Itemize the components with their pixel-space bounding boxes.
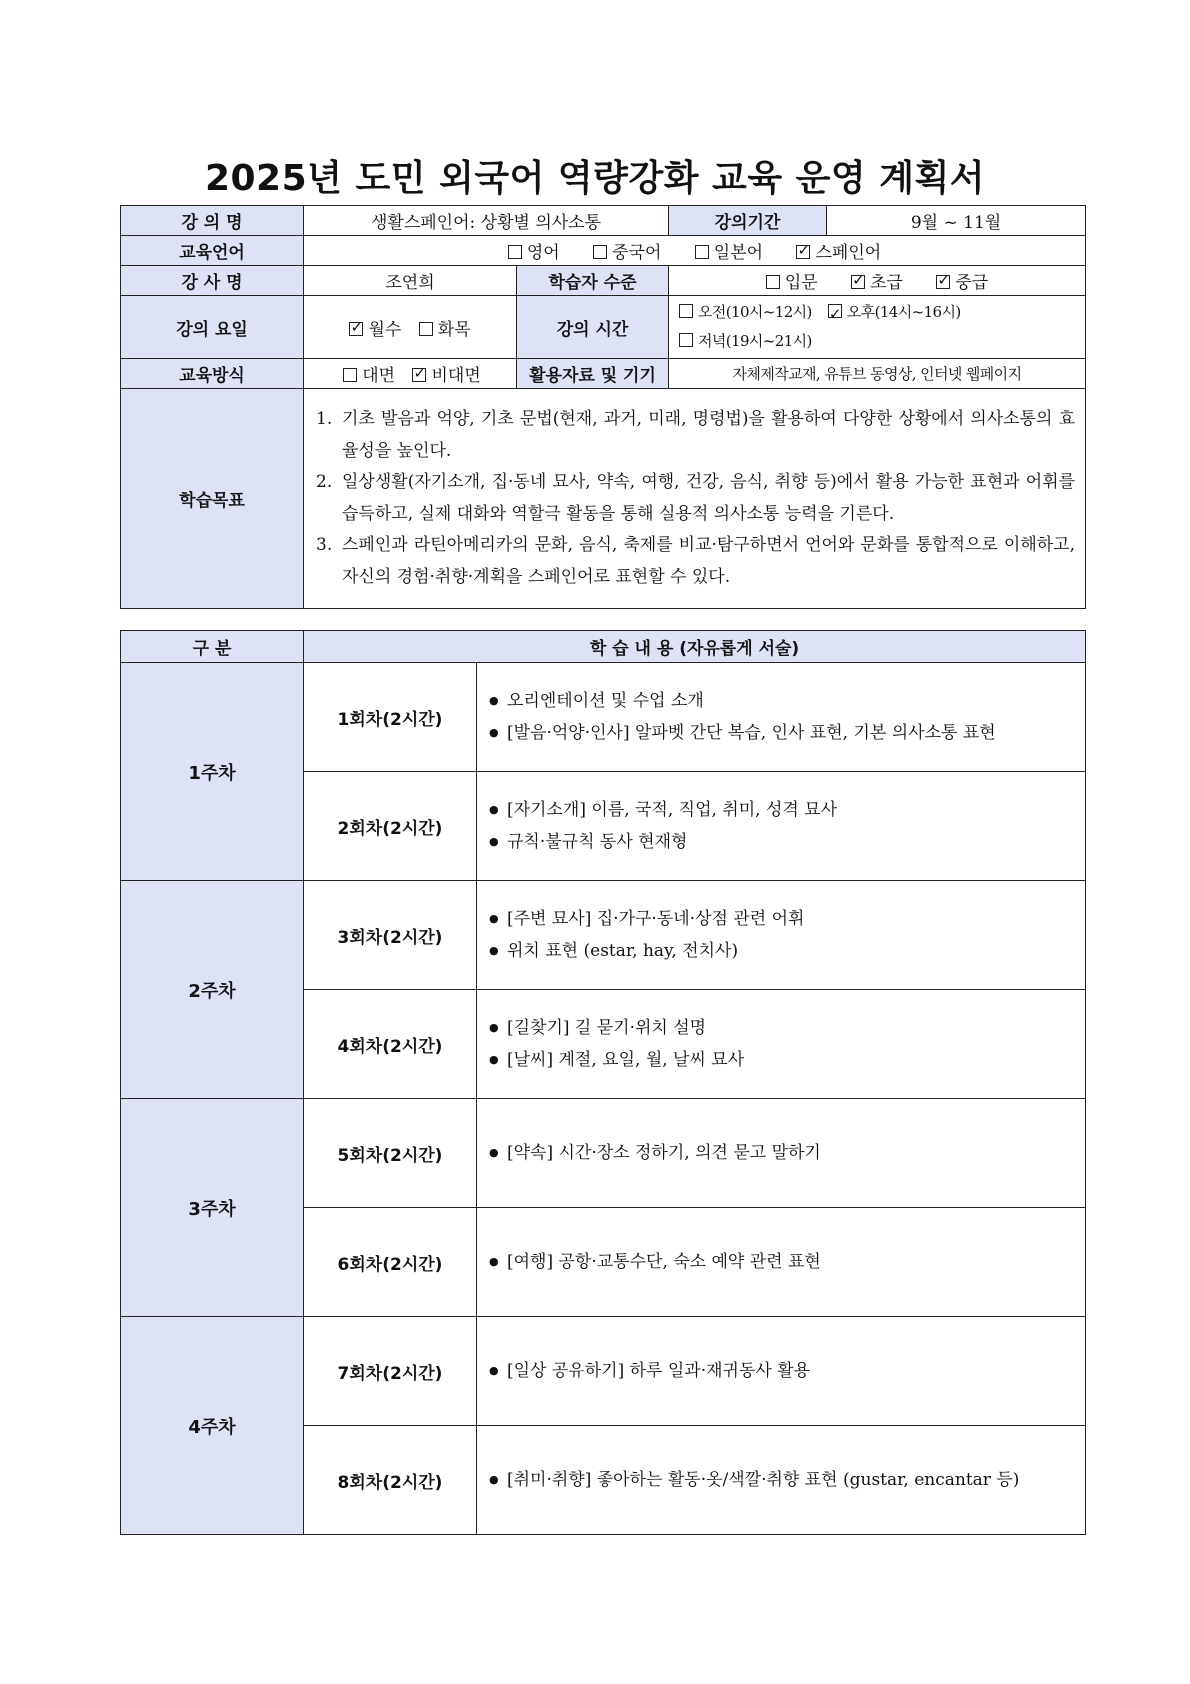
session-row [121, 1099, 1086, 1208]
content-item: ● [일상 공유하기] 하루 일과·재귀동사 활용 [489, 1355, 1075, 1387]
goals-label: 학습목표 [121, 389, 304, 609]
method-option[interactable]: 대면 [343, 361, 395, 386]
schedule-header-row [121, 631, 1086, 663]
checkbox-icon[interactable] [679, 333, 693, 347]
instructor-label: 강 사 명 [121, 266, 304, 296]
session-content [477, 663, 1086, 772]
language-option[interactable]: 중국어 [593, 238, 661, 263]
checkbox-icon[interactable] [343, 368, 357, 382]
page-title: 2025년 도민 외국어 역량강화 교육 운영 계획서 [204, 158, 986, 199]
checkbox-checked-icon[interactable] [349, 322, 363, 336]
level-label: 학습자 수준 [517, 266, 669, 296]
session-label: 8회차(2시간) [304, 1426, 477, 1535]
row-days-time [121, 296, 1086, 359]
content-item: ● [여행] 공항·교통수단, 숙소 예약 관련 표현 [489, 1246, 1075, 1278]
row-goals [121, 389, 1086, 609]
goal-item: 3. 스페인과 라틴아메리카의 문화, 음식, 축제를 비교·탐구하면서 언어와 문화를 통합적으로 이해하고, 자신의 경험·취향·계획을 스페인어로 표현할 수 있다. [316, 535, 1076, 587]
session-label: 2회차(2시간) [304, 772, 477, 881]
session-content [477, 1099, 1086, 1208]
checkbox-icon[interactable] [593, 245, 607, 259]
row-language [121, 236, 1086, 266]
schedule-table [120, 630, 1086, 1535]
content-item: ● [주변 묘사] 집·가구·동네·상점 관련 어휘 [489, 903, 1075, 935]
session-label: 6회차(2시간) [304, 1208, 477, 1317]
day-option[interactable]: ✓ 월수 [349, 315, 401, 340]
session-content [477, 772, 1086, 881]
session-row [121, 663, 1086, 772]
course-info-table [120, 205, 1086, 609]
row-instructor [121, 266, 1086, 296]
goals-cell [304, 389, 1086, 609]
course-value: 생활스페인어: 상황별 의사소통 [304, 206, 669, 236]
row-method [121, 359, 1086, 389]
level-option[interactable]: ✓ 중급 [936, 268, 988, 293]
level-option[interactable]: 입문 [766, 268, 818, 293]
content-item: ● 위치 표현 (estar, hay, 전치사) [489, 935, 1075, 967]
language-label: 교육언어 [121, 236, 304, 266]
instructor-value: 조연희 [304, 266, 517, 296]
week-label: 3주차 [121, 1099, 304, 1317]
session-label: 3회차(2시간) [304, 881, 477, 990]
materials-label: 활용자료 및 기기 [517, 359, 669, 389]
day-option[interactable]: 화목 [419, 315, 471, 340]
time-option[interactable]: ✓ 오후(14시~16시) [828, 298, 961, 327]
week-label: 4주차 [121, 1317, 304, 1535]
division-header: 구 분 [121, 631, 304, 663]
content-item: ● [발음·억양·인사] 알파벳 간단 복습, 인사 표현, 기본 의사소통 표현 [489, 717, 1075, 749]
row-course [121, 206, 1086, 236]
checkbox-checked-icon[interactable] [936, 275, 950, 289]
method-options [304, 359, 517, 389]
goal-item: 2. 일상생활(자기소개, 집·동네 묘사, 약속, 여행, 건강, 음식, 취향 등)에서 활용 가능한 표현과 어휘를 습득하고, 실제 대화와 역할극 활동을 통해 실용적 의사소통 능력을 기른다. [316, 472, 1076, 524]
content-item: ● [약속] 시간·장소 정하기, 의견 묻고 말하기 [489, 1137, 1075, 1169]
session-content [477, 990, 1086, 1099]
content-item: ● [길찾기] 길 묻기·위치 설명 [489, 1012, 1075, 1044]
goals-list [312, 404, 1075, 593]
session-content [477, 1426, 1086, 1535]
time-option[interactable]: 오전(10시~12시) [679, 298, 812, 327]
content-item: ● [취미·취향] 좋아하는 활동·옷/색깔·취향 표현 (gustar, encantar 등) [489, 1464, 1075, 1496]
session-label: 7회차(2시간) [304, 1317, 477, 1426]
session-row [121, 1317, 1086, 1426]
checkbox-checked-icon[interactable] [796, 245, 810, 259]
session-label: 5회차(2시간) [304, 1099, 477, 1208]
method-label: 교육방식 [121, 359, 304, 389]
checkbox-icon[interactable] [419, 322, 433, 336]
level-options [669, 266, 1086, 296]
checkbox-icon[interactable] [766, 275, 780, 289]
language-option[interactable]: ✓ 스페인어 [796, 238, 881, 263]
language-option[interactable]: 일본어 [695, 238, 763, 263]
session-content [477, 1208, 1086, 1317]
checkbox-icon[interactable] [695, 245, 709, 259]
language-option[interactable]: 영어 [508, 238, 560, 263]
checkbox-checked-icon[interactable] [828, 304, 842, 318]
content-item: ● 규칙·불규칙 동사 현재형 [489, 826, 1075, 858]
time-option[interactable]: 저녁(19시~21시) [679, 327, 812, 356]
course-label: 강 의 명 [121, 206, 304, 236]
level-option[interactable]: ✓ 초급 [851, 268, 903, 293]
days-options [304, 296, 517, 359]
time-label: 강의 시간 [517, 296, 669, 359]
content-item: ● [날씨] 계절, 요일, 월, 날씨 묘사 [489, 1044, 1075, 1076]
session-content [477, 1317, 1086, 1426]
method-option[interactable]: ✓ 비대면 [412, 361, 480, 386]
session-label: 4회차(2시간) [304, 990, 477, 1099]
checkbox-icon[interactable] [679, 304, 693, 318]
period-label: 강의기간 [669, 206, 827, 236]
checkbox-checked-icon[interactable] [412, 368, 426, 382]
session-label: 1회차(2시간) [304, 663, 477, 772]
materials-value: 자체제작교재, 유튜브 동영상, 인터넷 웹페이지 [669, 359, 1086, 389]
session-content [477, 881, 1086, 990]
period-value: 9월 ~ 11월 [827, 206, 1086, 236]
content-item: ● [자기소개] 이름, 국적, 직업, 취미, 성격 묘사 [489, 794, 1075, 826]
content-item: ● 오리엔테이션 및 수업 소개 [489, 685, 1075, 717]
week-label: 1주차 [121, 663, 304, 881]
session-row [121, 881, 1086, 990]
goal-item: 1. 기초 발음과 억양, 기초 문법(현재, 과거, 미래, 명령법)을 활용하여 다양한 상황에서 의사소통의 효율성을 높인다. [316, 409, 1076, 461]
language-options [304, 236, 1086, 266]
time-options [669, 296, 1086, 359]
checkbox-checked-icon[interactable] [851, 275, 865, 289]
checkbox-icon[interactable] [508, 245, 522, 259]
week-label: 2주차 [121, 881, 304, 1099]
content-header: 학 습 내 용 (자유롭게 서술) [304, 631, 1086, 663]
days-label: 강의 요일 [121, 296, 304, 359]
